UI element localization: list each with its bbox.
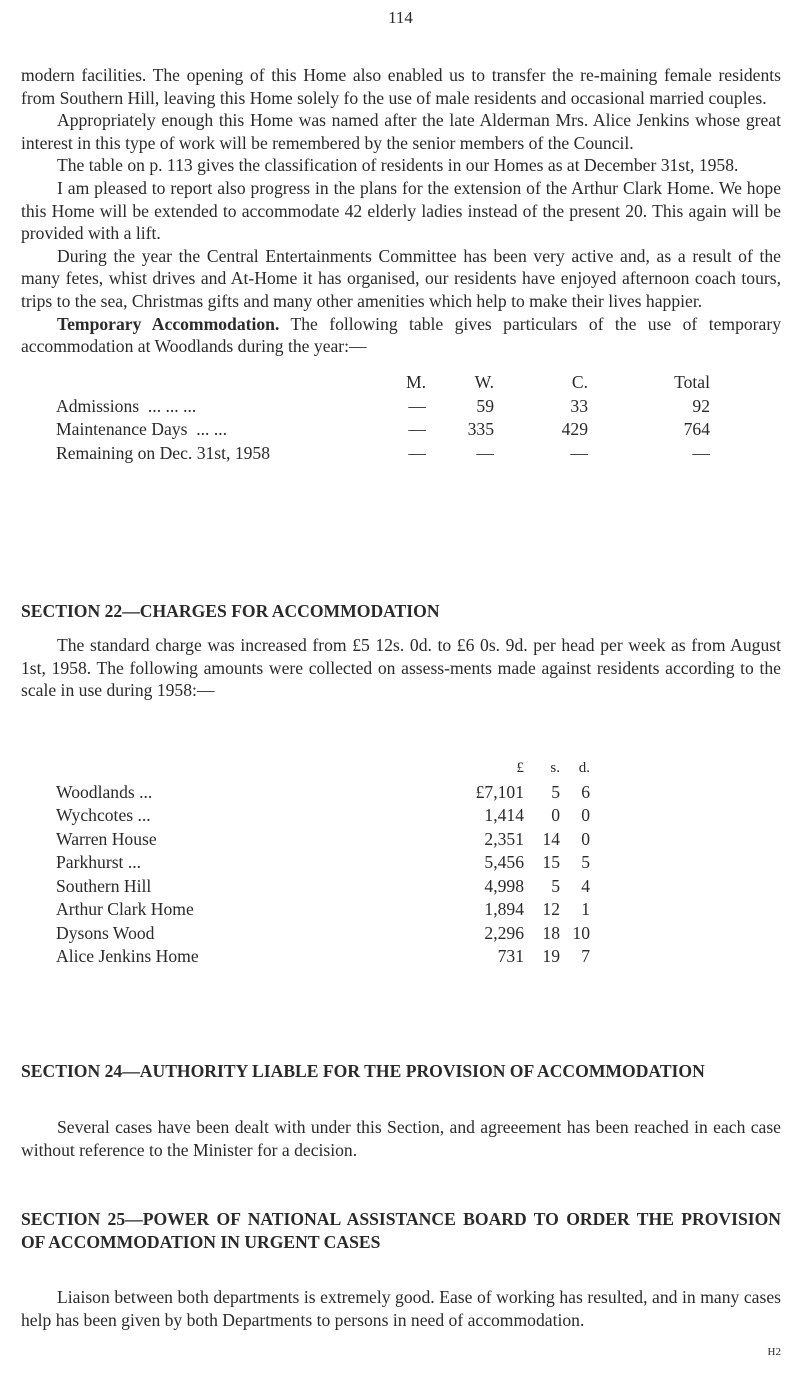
cell-shillings: 19 (542, 946, 560, 967)
row-label: Southern Hill (56, 875, 152, 896)
section-24-heading: SECTION 24—AUTHORITY LIABLE FOR THE PROVISION OF ACCOMMODATION (21, 1061, 705, 1081)
cell-c: 429 (561, 419, 588, 440)
cell-pounds: 1,894 (484, 899, 524, 920)
row-label: Maintenance Days (56, 419, 188, 440)
table-row (56, 418, 710, 442)
cell-pence: 6 (581, 781, 590, 802)
column-header: W. (474, 372, 494, 393)
paragraph: modern facilities. The opening of this Home also enabled us to transfer the re-maining female residents from Southern Hill, leaving this Home solely fo the use of male residents and occasional married couples. (21, 65, 781, 108)
row-label: Alice Jenkins Home (56, 946, 199, 967)
cell-pounds: 2,351 (484, 828, 524, 849)
table-row (56, 781, 590, 805)
cell-pounds: 731 (497, 946, 524, 967)
paragraph: The table on p. 113 gives the classification of residents in our Homes as at December 31st, 1958. (57, 155, 739, 176)
section-22-text: The standard charge was increased from £5 12s. 0d. to £6 0s. 9d. per head per week as from August 1st, 1958. The following amounts were collected on assess-ments made against residents according to the scale in use during 1958:— (21, 635, 781, 701)
cell-pounds: 2,296 (484, 922, 524, 943)
table-row (56, 851, 590, 875)
cell-pounds: 5,456 (484, 852, 524, 873)
table-row (56, 442, 710, 466)
leader-dots: ... ... (196, 419, 228, 440)
paragraph: During the year the Central Entertainments Committee has been very active and, as a result of the many fetes, whist drives and At-Home it has organised, our residents have enjoyed afternoon coach tours, trips to the sea, Christmas gifts and many other amenities which help to make their lives happier. (21, 245, 781, 311)
cell-w: — (476, 442, 494, 463)
cell-pounds: 4,998 (484, 875, 524, 896)
page-number: 114 (388, 8, 413, 27)
section-25-text: Liaison between both departments is extremely good. Ease of working has resulted, and in many cases help has been given by both Departments to persons in need of accommodation. (21, 1287, 781, 1330)
cell-c: — (570, 442, 588, 463)
charges-table (56, 757, 590, 969)
section-22-heading: SECTION 22—CHARGES FOR ACCOMMODATION (21, 601, 440, 621)
paragraph: I am pleased to report also progress in the plans for the extension of the Arthur Clark Home. We hope this Home will be extended to accommodate 42 elderly ladies instead of the present 20. This again will be provided with a lift. (21, 177, 781, 244)
temporary-accommodation-paragraph (21, 313, 781, 358)
row-label: Remaining on Dec. 31st, 1958 (56, 442, 271, 463)
column-header: M. (405, 372, 426, 393)
row-label: Wychcotes ... (56, 805, 151, 826)
table-row (56, 875, 590, 899)
column-header: Total (674, 372, 710, 393)
table-row (56, 922, 590, 946)
column-header: £ (516, 760, 524, 777)
cell-shillings: 18 (542, 922, 560, 943)
row-label: Arthur Clark Home (56, 899, 194, 920)
cell-shillings: 12 (542, 899, 560, 920)
cell-pence: 7 (581, 946, 590, 967)
leader-dots: ... ... ... (147, 395, 197, 416)
row-label: Warren House (56, 828, 157, 849)
cell-pence: 4 (581, 875, 590, 896)
cell-pence: 1 (581, 899, 590, 920)
cell-w: 335 (467, 419, 494, 440)
cell-pence: 0 (581, 805, 590, 826)
row-label: Woodlands ... (56, 781, 153, 802)
table-row (56, 945, 590, 969)
cell-c: 33 (570, 395, 588, 416)
intro-text (21, 64, 781, 358)
table-header-row (56, 371, 710, 395)
column-header: C. (571, 372, 588, 393)
temporary-accommodation-text: The following table gives particulars of the use of temporary accommodation at Woodlands during the year:— (21, 313, 781, 357)
paragraph: Appropriately enough this Home was named after the late Alderman Mrs. Alice Jenkins whose great interest in this type of work will be remembered by the senior members of the Council. (21, 110, 781, 153)
temporary-accommodation-heading: Temporary Accommodation. (57, 313, 280, 334)
cell-pence: 0 (581, 828, 590, 849)
row-label: Dysons Wood (56, 922, 155, 943)
cell-shillings: 0 (551, 805, 560, 826)
cell-shillings: 15 (542, 852, 560, 873)
cell-total: 764 (683, 419, 710, 440)
column-header: d. (578, 760, 590, 777)
cell-w: 59 (476, 395, 494, 416)
section-24-text: Several cases have been dealt with under this Section, and agreeement has been reached in each case without reference to the Minister for a decision. (21, 1117, 781, 1160)
cell-shillings: 5 (551, 875, 560, 896)
cell-m: — (408, 395, 426, 416)
cell-pounds: £7,101 (475, 781, 524, 802)
table-row (56, 395, 710, 419)
section-25-heading: SECTION 25—POWER OF NATIONAL ASSISTANCE BOARD TO ORDER THE PROVISION OF ACCOMMODATION IN URGENT CASES (21, 1209, 781, 1252)
column-header: s. (550, 760, 560, 777)
row-label: Admissions (56, 395, 140, 416)
cell-pounds: 1,414 (484, 805, 524, 826)
cell-total: — (692, 442, 710, 463)
cell-pence: 5 (581, 852, 590, 873)
cell-shillings: 14 (542, 828, 560, 849)
cell-m: — (408, 419, 426, 440)
footer-signature-mark: H2 (767, 1346, 781, 1358)
cell-pence: 10 (572, 922, 590, 943)
cell-shillings: 5 (551, 781, 560, 802)
table-row (56, 898, 590, 922)
cell-m: — (408, 442, 426, 463)
table-row (56, 804, 590, 828)
row-label: Parkhurst ... (56, 852, 142, 873)
table-row (56, 828, 590, 852)
cell-total: 92 (692, 395, 710, 416)
temporary-accommodation-table (56, 371, 710, 465)
table-header-row (56, 757, 590, 781)
